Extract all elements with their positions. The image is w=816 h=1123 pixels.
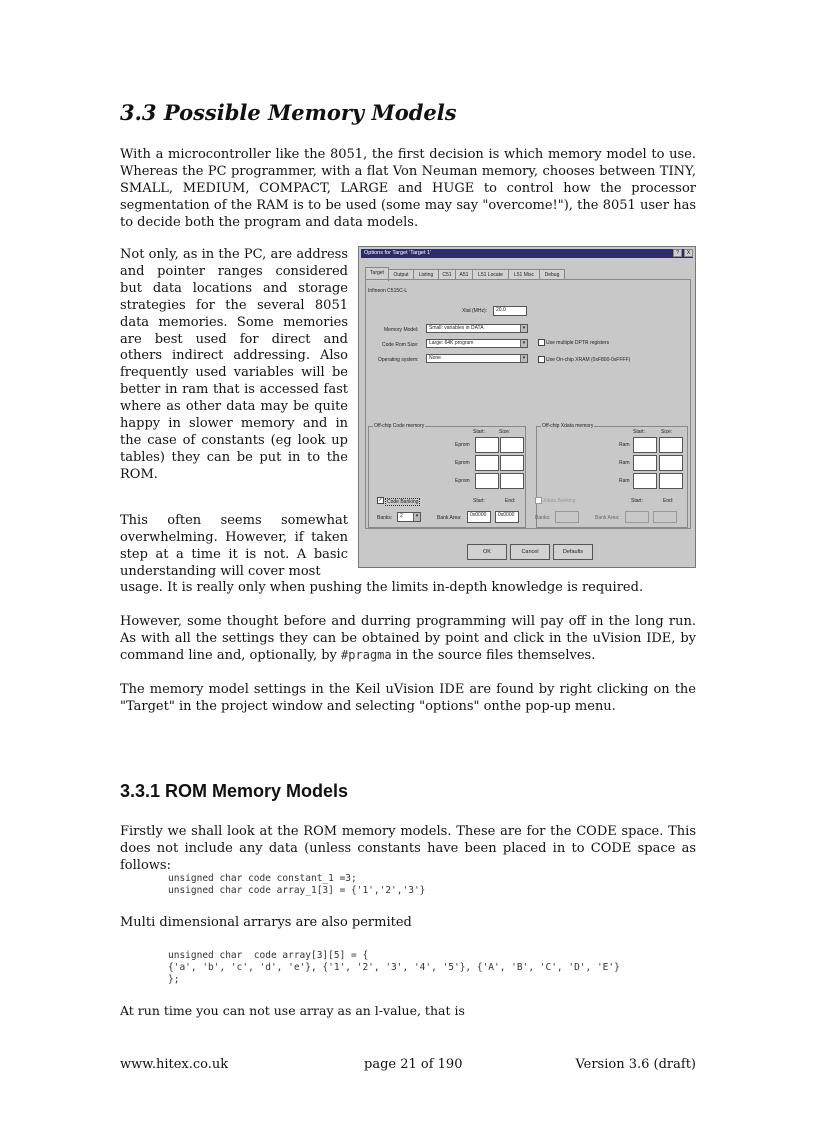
xdata-start-header: Start: (633, 429, 645, 435)
tab-listing[interactable]: Listing (413, 269, 439, 280)
memory-model-value: Small: variables in DATA (429, 325, 484, 331)
tab-output[interactable]: Output (388, 269, 414, 280)
dptr-checkbox[interactable] (538, 339, 545, 346)
tab-c51[interactable]: C51 (438, 269, 456, 280)
paragraph-memory-strategies: Not only, as in the PC, are address and pointer ranges considered but data locations and storage strategies for the several 8051 data memories. Some memories are best used for direct and others indirect addressing. Also frequently used variables will be better in ram that is accessed fast where as other data may be quite happy in slower memory and in the case of constants (eg look up tables) they can be put in to the ROM. (120, 247, 348, 482)
paragraph-multidim: Multi dimensional arrarys are also permited (120, 915, 412, 930)
ram-start-2[interactable] (633, 455, 657, 471)
eprom-start-1[interactable] (475, 437, 499, 453)
paragraph-overwhelming: This often seems somewhat overwhelming. However, if taken step at a time it is not. A basic understanding will cover most (120, 513, 348, 579)
xtal-label: Xtal (MHz): (462, 308, 487, 314)
ok-button[interactable]: OK (467, 544, 507, 560)
help-button[interactable]: ? (673, 249, 682, 257)
subsection-heading: 3.3.1 ROM Memory Models (120, 781, 349, 801)
bank-end-input[interactable]: 0x0000 (495, 511, 519, 523)
xram-checkbox[interactable] (538, 356, 545, 363)
code-sample-constants: unsigned char code constant_1 =3; unsigned char code array_1[3] = {'1','2','3'} (168, 873, 426, 896)
tab-l51-locate[interactable]: L51 Locate (472, 269, 509, 280)
xdata-size-header: Size: (661, 429, 673, 435)
xtal-input[interactable]: 20.0 (493, 306, 527, 316)
xdata-bank-start-header: Start: (631, 498, 643, 504)
xdata-banks-label: Banks: (535, 515, 551, 521)
code-sample-multidim: unsigned char code array[3][5] = { {'a', 'b', 'c', 'd', 'e'}, {'1', '2', '3', '4', '5'}, {'A', 'B', 'C', 'D', 'E'} }; (168, 950, 620, 985)
ram-size-3[interactable] (659, 473, 683, 489)
os-label: Operating system: (378, 357, 419, 363)
paragraph-settings-text-b: in the source files themselves. (391, 648, 596, 663)
chevron-down-icon[interactable]: ▾ (520, 355, 527, 362)
dptr-label: Use multiple DPTR registers (546, 340, 610, 346)
ram-size-1[interactable] (659, 437, 683, 453)
chevron-down-icon[interactable]: ▾ (520, 325, 527, 332)
eprom-size-1[interactable] (500, 437, 524, 453)
eprom-size-2[interactable] (500, 455, 524, 471)
ram-label-1: Ram (619, 442, 630, 448)
code-banking-label: Code Banking (387, 499, 419, 505)
banks-value: 2 (400, 513, 403, 519)
code-banking-checkbox[interactable]: ✓ (378, 497, 383, 503)
code-rom-label: Code Rom Size: (382, 342, 419, 348)
paragraph-uvision: The memory model settings in the Keil uVision IDE are found by right clicking on the "Target" in the project window and selecting "options" onthe pop-up menu. (120, 682, 696, 714)
code-size-header: Size: (499, 429, 511, 435)
bank-start-input[interactable]: 0x0000 (467, 511, 491, 523)
chevron-down-icon[interactable]: ▾ (520, 340, 527, 347)
eprom-start-2[interactable] (475, 455, 499, 471)
pragma-code: #pragma (341, 648, 392, 662)
paragraph-settings-text-a: However, some thought before and durring programming will pay off in the long run. As with all the settings they can be obtained by point and click in the uVision IDE, by command line and, optionally, by (120, 614, 696, 663)
banks-label: Banks: (377, 515, 393, 521)
footer-page-number: page 21 of 190 (364, 1057, 463, 1072)
code-bank-end-header: End: (505, 498, 516, 504)
memory-model-select[interactable] (426, 324, 528, 333)
xdata-bank-start-input[interactable] (625, 511, 649, 523)
tab-target[interactable]: Target (365, 267, 389, 281)
banks-select[interactable] (397, 512, 421, 522)
ram-size-2[interactable] (659, 455, 683, 471)
eprom-label-3: Eprom (455, 478, 470, 484)
eprom-label-1: Eprom (455, 442, 470, 448)
offchip-code-title: Off-chip Code memory (374, 423, 425, 429)
code-rom-value: Large: 64K program (429, 340, 474, 346)
tab-a51[interactable]: A51 (455, 269, 473, 280)
dialog-title: Options for Target 'Target 1' (364, 250, 432, 256)
paragraph-overwhelming-cont: usage. It is really only when pushing the limits in-depth knowledge is required. (120, 580, 644, 595)
close-button[interactable]: X (684, 249, 693, 257)
xdata-bank-end-input[interactable] (653, 511, 677, 523)
bank-area-label: Bank Area: (437, 515, 462, 521)
paragraph-intro: With a microcontroller like the 8051, the first decision is which memory model to use. Whereas the PC programmer, with a flat Von Neuman memory, chooses between TINY, SMALL, MEDIUM, COMPACT, LARGE and HUGE to control how the processor segmentation of the RAM is to be used (some may say "overcome!"), the 8051 user has to decide both the program and data models. (120, 147, 696, 230)
tab-l51-misc[interactable]: L51 Misc (508, 269, 540, 280)
cancel-button[interactable]: Cancel (510, 544, 550, 560)
xdata-banking-checkbox[interactable] (535, 497, 542, 504)
ram-label-2: Ram (619, 460, 630, 466)
footer-website: www.hitex.co.uk (120, 1057, 229, 1072)
offchip-xdata-title: Off-chip Xdata memory (542, 423, 594, 429)
memory-model-label: Memory Model: (384, 327, 419, 333)
options-dialog (358, 246, 696, 568)
code-start-header: Start: (473, 429, 485, 435)
eprom-size-3[interactable] (500, 473, 524, 489)
paragraph-runtime: At run time you can not use array as an l-value, that is (120, 1003, 465, 1018)
code-rom-select[interactable] (426, 339, 528, 348)
paragraph-rom-models: Firstly we shall look at the ROM memory models. These are for the CODE space. This does not include any data (unless constants have been placed in to CODE space as follows: (120, 824, 696, 873)
ram-label-3: Ram (619, 478, 630, 484)
dialog-title-bar (361, 249, 693, 258)
footer-version: Version 3.6 (draft) (575, 1057, 696, 1072)
eprom-start-3[interactable] (475, 473, 499, 489)
section-heading: 3.3 Possible Memory Models (120, 100, 457, 125)
xdata-banking-label: Xdata Banking (543, 498, 576, 504)
code-bank-start-header: Start: (473, 498, 485, 504)
ram-start-1[interactable] (633, 437, 657, 453)
chevron-down-icon[interactable]: ▾ (413, 513, 420, 521)
target-panel (365, 279, 691, 529)
eprom-label-2: Eprom (455, 460, 470, 466)
os-value: None (429, 355, 441, 361)
xdata-bank-area-label: Bank Area: (595, 515, 620, 521)
device-name: Infineon C515C-L (368, 288, 408, 294)
xdata-banks-select[interactable] (555, 511, 579, 523)
xdata-bank-end-header: End: (663, 498, 674, 504)
tab-debug[interactable]: Debug (539, 269, 565, 280)
paragraph-settings (120, 613, 696, 664)
defaults-button[interactable]: Defaults (553, 544, 593, 560)
ram-start-3[interactable] (633, 473, 657, 489)
os-select[interactable] (426, 354, 528, 363)
xram-label: Use On-chip XRAM (0xF800-0xFFFF) (546, 357, 631, 363)
